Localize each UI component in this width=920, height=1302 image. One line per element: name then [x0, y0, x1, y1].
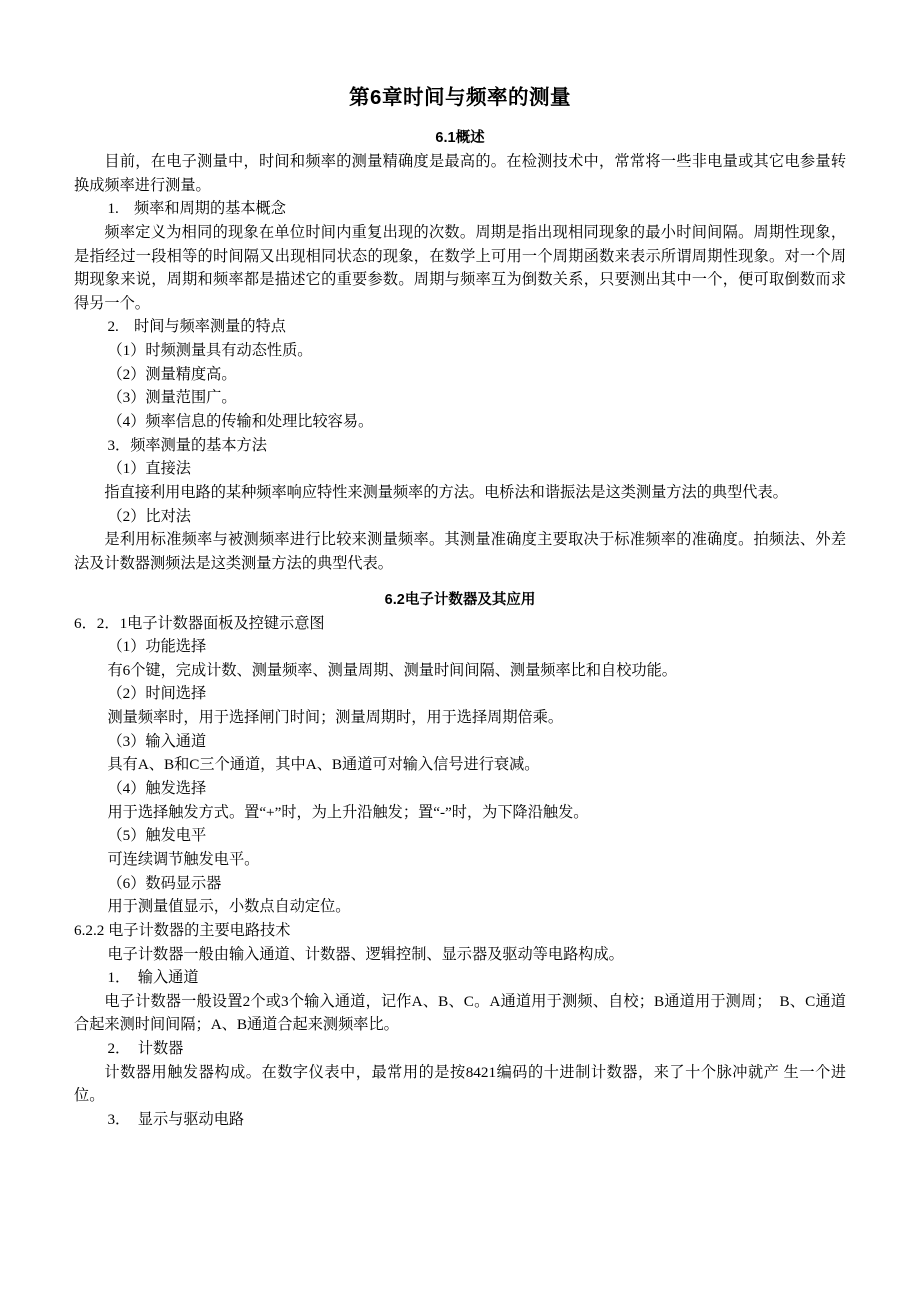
paragraph: 测量频率时，用于选择闸门时间；测量周期时，用于选择周期倍乘。 [107, 709, 564, 727]
list-item: （3）输入通道 [107, 732, 207, 750]
paragraph: 用于选择触发方式。置“+”时，为上升沿触发；置“-”时，为下降沿触发。 [107, 803, 589, 821]
paragraph: 有6个键，完成计数、测量频率、测量周期、测量时间间隔、测量频率比和自校功能。 [107, 661, 677, 679]
list-item: 2． 计数器 [107, 1040, 184, 1058]
paragraph: 指直接利用电路的某种频率响应特性来测量频率的方法。电桥法和谐振法是这类测量方法的典型代表。 [104, 483, 788, 501]
list-item: （5）触发电平 [107, 827, 207, 845]
list-item: 3． 显示与驱动电路 [107, 1110, 245, 1128]
paragraph: 是利用标准频率与被测频率进行比较来测量频率。其测量准确度主要取决于标准频率的准确度。拍频法、外差法及计数器测频法是这类测量方法的典型代表。 [74, 531, 846, 572]
page-title: 第6章时间与频率的测量 [349, 86, 571, 109]
section-6-2 [74, 588, 846, 1132]
list-item: （1）功能选择 [107, 638, 207, 656]
paragraph: 电子计数器一般设置2个或3个输入通道，记作A、B、C。A通道用于测频、自校；B通道用于测周； B、C通道合起来测时间间隔；A、B通道合起来测频率比。 [74, 992, 846, 1034]
list-item: 2. 时间与频率测量的特点 [107, 318, 286, 336]
paragraph: 用于测量值显示，小数点自动定位。 [107, 898, 351, 916]
paragraph: 目前，在电子测量中，时间和频率的测量精确度是最高的。在检测技术中，常常将一些非电量或其它电参量转换成频率进行测量。 [74, 153, 846, 194]
list-item: （1）时频测量具有动态性质。 [107, 342, 313, 360]
list-item: （4）触发选择 [107, 780, 207, 798]
paragraph: 具有A、B和C三个通道，其中A、B通道可对输入信号进行衰减。 [107, 756, 540, 774]
list-item: 3．频率测量的基本方法 [107, 436, 267, 454]
list-item: （2）比对法 [107, 507, 191, 525]
list-item: （3）测量范围广。 [107, 389, 237, 407]
list-item: （2）测量精度高。 [107, 365, 237, 383]
paragraph: 可连续调节触发电平。 [107, 850, 260, 868]
section-heading-6-1: 6.1概述 [435, 130, 485, 146]
paragraph: 计数器用触发器构成。在数字仪表中，最常用的是按8421编码的十进制计数器，来了十个脉冲就产 生一个进位。 [74, 1063, 846, 1105]
list-item: 1． 输入通道 [107, 969, 199, 987]
list-item: （1）直接法 [107, 460, 191, 478]
subsection-heading: 6．2．1电子计数器面板及控键示意图 [74, 614, 325, 632]
section-6-1 [74, 126, 846, 576]
paragraph: 电子计数器一般由输入通道、计数器、逻辑控制、显示器及驱动等电路构成。 [107, 945, 624, 963]
list-item: （6）数码显示器 [107, 874, 222, 892]
list-item: 1. 频率和周期的基本概念 [107, 200, 286, 218]
section-heading-6-2: 6.2电子计数器及其应用 [384, 591, 536, 608]
subsection-heading: 6.2.2 电子计数器的主要电路技术 [74, 921, 291, 939]
paragraph: 频率定义为相同的现象在单位时间内重复出现的次数。周期是指出现相同现象的最小时间间隔。周期性现象，是指经过一段相等的时间隔又出现相同状态的现象，在数学上可用一个周期函数来表示所谓周期性现象。对一个周期现象来说，周期和频率都是描述它的重要参数。周期与频率互为倒数关系，只要测出其中一个，便可取倒数而求得另一个。 [74, 223, 846, 312]
list-item: （2）时间选择 [107, 685, 207, 703]
list-item: （4）频率信息的传输和处理比较容易。 [107, 413, 374, 431]
